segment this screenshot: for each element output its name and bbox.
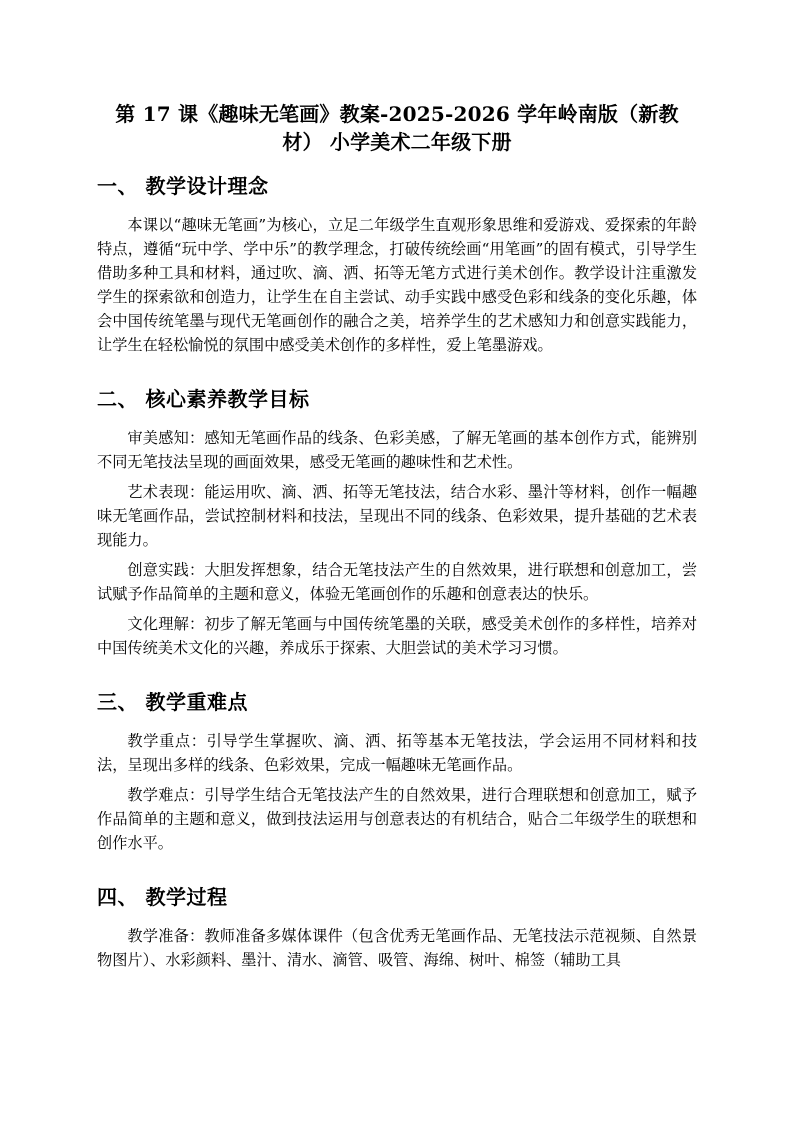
- section-design-concept: [97, 172, 697, 357]
- paragraph: 艺术表现：能运用吹、滴、洒、拓等无笔技法，结合水彩、墨汁等材料，创作一幅趣味无笔画作品，尝试控制材料和技法，呈现出不同的线条、色彩效果，提升基础的艺术表现能力。: [97, 483, 697, 549]
- section-heading: 三、 教学重难点: [97, 690, 248, 714]
- paragraph: 本课以“趣味无笔画”为核心，立足二年级学生直观形象思维和爱游戏、爱探索的年龄特点，遵循“玩中学、学中乐”的教学理念，打破传统绘画“用笔画”的固有模式，引导学生借助多种工具和材料，通过吹、滴、洒、拓等无笔方式进行美术创作。教学设计注重激发学生的探索欲和创造力，让学生在自主尝试、动手实践中感受色彩和线条的变化乐趣，体会中国传统笔墨与现代无笔画创作的融合之美，培养学生的艺术感知力和创意实践能力，让学生在轻松愉悦的氛围中感受美术创作的多样性，爱上笔墨游戏。: [97, 216, 697, 354]
- section-heading: 一、 教学设计理念: [97, 174, 269, 198]
- section-key-difficulties: [97, 688, 697, 855]
- section-teaching-process: [97, 883, 697, 972]
- document-title: 第 17 课《趣味无笔画》教案-2025-2026 学年岭南版（新教材） 小学美术二年级下册: [115, 102, 679, 154]
- paragraph: 教学准备：教师准备多媒体课件（包含优秀无笔画作品、无笔技法示范视频、自然景物图片）、水彩颜料、墨汁、清水、滴管、吸管、海绵、树叶、棉签（辅助工具: [97, 927, 697, 969]
- document-page: [97, 100, 697, 978]
- section-heading: 二、 核心素养教学目标: [97, 387, 310, 411]
- section-heading: 四、 教学过程: [97, 885, 228, 909]
- paragraph: 教学难点：引导学生结合无笔技法产生的自然效果，进行合理联想和创意加工，赋予作品简单的主题和意义，做到技法运用与创意表达的有机结合，贴合二年级学生的联想和创作水平。: [97, 786, 697, 852]
- paragraph: 创意实践：大胆发挥想象，结合无笔技法产生的自然效果，进行联想和创意加工，尝试赋予作品简单的主题和意义，体验无笔画创作的乐趣和创意表达的快乐。: [97, 561, 697, 603]
- paragraph: 教学重点：引导学生掌握吹、滴、洒、拓等基本无笔技法，学会运用不同材料和技法，呈现出多样的线条、色彩效果，完成一幅趣味无笔画作品。: [97, 732, 697, 774]
- section-core-goals: [97, 385, 697, 660]
- paragraph: 文化理解：初步了解无笔画与中国传统笔墨的关联，感受美术创作的多样性，培养对中国传统美术文化的兴趣，养成乐于探索、大胆尝试的美术学习习惯。: [97, 615, 697, 657]
- paragraph: 审美感知：感知无笔画作品的线条、色彩美感，了解无笔画的基本创作方式，能辨别不同无笔技法呈现的画面效果，感受无笔画的趣味性和艺术性。: [97, 429, 697, 471]
